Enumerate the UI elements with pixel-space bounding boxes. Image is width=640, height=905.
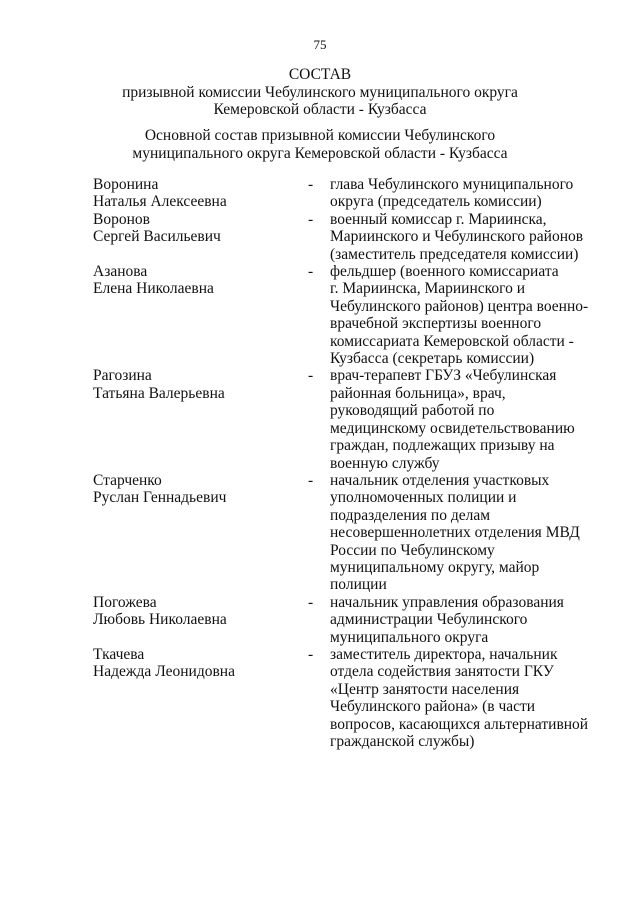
member-role	[330, 594, 595, 646]
role-line: подразделения по делам	[330, 506, 491, 524]
role-line: врачебной экспертизы военного	[330, 315, 542, 333]
member-surname: Воронина	[93, 176, 159, 193]
member-entry	[93, 367, 593, 471]
member-dash: -	[308, 645, 314, 663]
member-entry	[93, 472, 593, 594]
role-line: гражданской службы)	[330, 733, 475, 750]
member-role	[330, 367, 595, 471]
member-surname: Воронов	[93, 210, 150, 228]
role-line: уполномоченных полиции и	[330, 489, 517, 507]
member-name	[93, 211, 308, 263]
member-surname: Погожева	[93, 593, 157, 611]
member-dash: -	[308, 471, 314, 489]
member-role	[330, 646, 595, 750]
member-role	[330, 211, 595, 263]
member-role	[330, 176, 595, 211]
document-title	[0, 66, 640, 119]
role-line: военный комиссар г. Мариинска,	[330, 210, 547, 228]
member-given-name: Елена Николаевна	[93, 280, 214, 298]
role-line: (заместитель председателя комиссии)	[330, 245, 579, 263]
member-given-name: Надежда Леонидовна	[93, 663, 235, 681]
member-entry	[93, 211, 593, 263]
role-line: «Центр занятости населения	[330, 680, 520, 698]
member-name	[93, 594, 308, 646]
role-line: фельдшер (военного комиссариата	[330, 263, 559, 281]
member-entry	[93, 646, 593, 750]
role-line: начальник управления образования	[330, 593, 564, 611]
member-dash: -	[308, 593, 314, 611]
page-number: 75	[313, 37, 327, 52]
title-line-3: Кемеровской области - Кузбасса	[213, 101, 427, 118]
member-dash: -	[308, 210, 314, 228]
member-dash: -	[308, 367, 314, 385]
role-line: Кузбасса (секретарь комиссии)	[330, 350, 535, 368]
section-title-line-2: муниципального округа Кемеровской области - Кузбасса	[132, 145, 508, 162]
member-list	[93, 176, 593, 750]
section-title	[0, 127, 640, 163]
member-given-name: Сергей Васильевич	[93, 228, 221, 246]
role-line: отдела содействия занятости ГКУ	[330, 663, 554, 681]
section-title-line-1: Основной состав призывной комиссии Чебулинского	[144, 127, 496, 144]
role-line: заместитель директора, начальник	[330, 645, 558, 663]
member-name	[93, 646, 308, 750]
role-line: Мариинского и Чебулинского районов	[330, 228, 584, 246]
role-line: граждан, подлежащих призыву на	[330, 437, 555, 455]
role-line: руководящий работой по	[330, 402, 495, 420]
title-line-2: призывной комиссии Чебулинского муниципального округа	[122, 83, 518, 101]
member-name	[93, 263, 308, 367]
member-given-name: Руслан Геннадьевич	[93, 489, 227, 507]
role-line: администрации Чебулинского	[330, 611, 528, 629]
role-line: комиссариата Кемеровской области -	[330, 332, 574, 350]
member-given-name: Любовь Николаевна	[93, 611, 227, 629]
member-surname: Ткачева	[93, 645, 145, 663]
member-entry	[93, 176, 593, 211]
member-entry	[93, 263, 593, 367]
member-dash: -	[308, 263, 314, 281]
member-role	[330, 263, 595, 367]
role-line: врач-терапевт ГБУЗ «Чебулинская	[330, 367, 557, 385]
member-name	[93, 176, 308, 211]
role-line: Чебулинского района» (в части	[330, 698, 536, 716]
member-surname: Старченко	[93, 471, 162, 489]
role-line: вопросов, касающихся альтернативной	[330, 715, 589, 733]
role-line: г. Мариинска, Мариинского и	[330, 280, 526, 298]
role-line: военную службу	[330, 454, 440, 472]
role-line: начальник отделения участковых	[330, 471, 550, 489]
role-line: Чебулинского районов) центра военно-	[330, 297, 589, 315]
member-surname: Азанова	[93, 263, 148, 281]
role-line: муниципальному округу, майор	[330, 558, 540, 576]
role-line: России по Чебулинскому	[330, 541, 495, 559]
role-line: районная больница», врач,	[330, 384, 506, 402]
member-name	[93, 367, 308, 471]
member-entry	[93, 594, 593, 646]
role-line: полиции	[330, 576, 387, 594]
role-line: медицинскому освидетельствованию	[330, 419, 575, 437]
member-surname: Рагозина	[93, 367, 152, 385]
member-role	[330, 472, 595, 594]
role-line: муниципального округа	[330, 628, 489, 646]
member-given-name: Наталья Алексеевна	[93, 193, 227, 211]
title-line-1: СОСТАВ	[288, 66, 352, 83]
member-given-name: Татьяна Валерьевна	[93, 384, 225, 402]
role-line: округа (председатель комиссии)	[330, 193, 542, 211]
role-line: глава Чебулинского муниципального	[330, 176, 574, 193]
role-line: несовершеннолетних отделения МВД	[330, 524, 580, 542]
member-dash: -	[308, 176, 314, 193]
member-name	[93, 472, 308, 594]
